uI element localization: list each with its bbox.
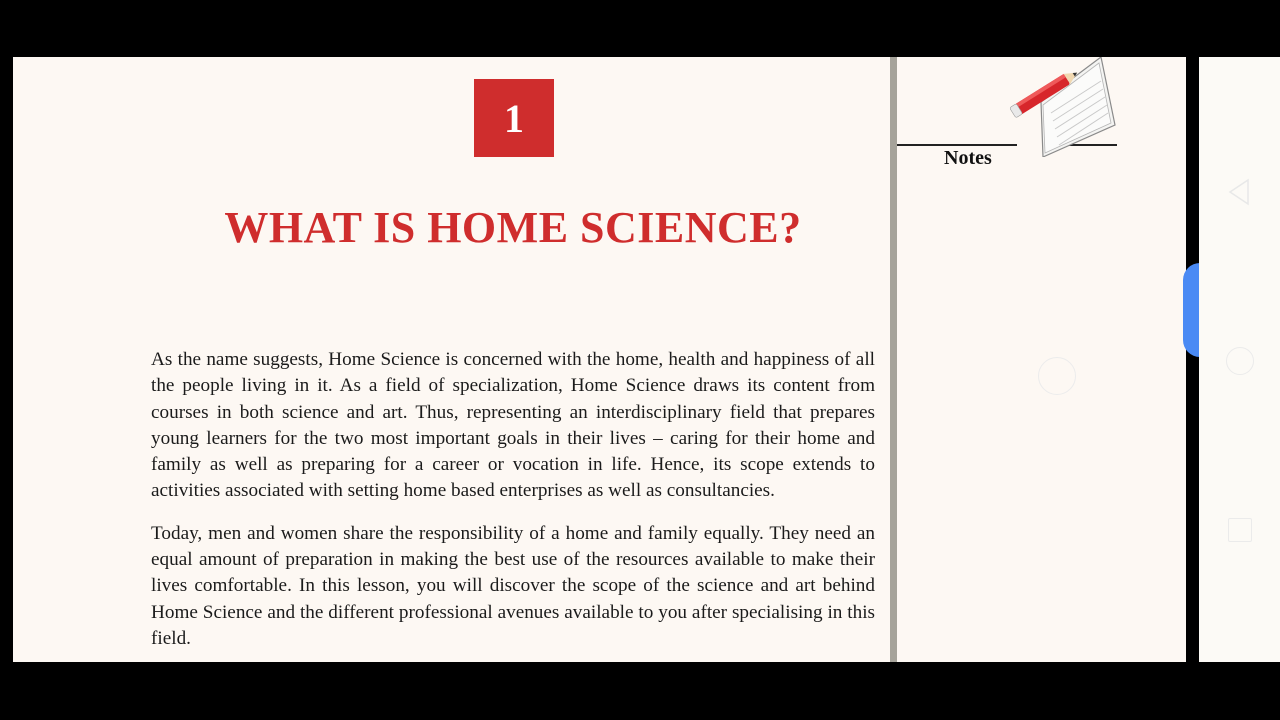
notes-rule-left [897, 144, 1017, 146]
notepad-pencil-icon [1003, 57, 1123, 157]
lesson-body [151, 347, 875, 662]
paragraph-intro: As the name suggests, Home Science is concerned with the home, health and happiness of all the people living in it. As a field of specialization, Home Science draws its content from courses in both science and art. Thus, representing an interdisciplinary field that prepares young learners for the two most important goals in their lives – caring for their home and family as well as preparing for a career or vocation in life. Hence, its scope extends to activities associated with setting home based enterprises as well as consultancies. [151, 349, 875, 502]
chapter-number-badge [474, 79, 554, 157]
square-recent-apps-icon[interactable] [1228, 518, 1252, 542]
scroll-handle[interactable] [1183, 263, 1200, 357]
paragraph-second: Today, men and women share the responsibility of a home and family equally. They need an equal amount of preparation in making the best use of the resources available to make their lives comfortable. In this lesson, you will discover the scope of the science and art behind Home Science and the different professional avenues available to you after specialising in this field. [151, 522, 875, 649]
circle-home-icon[interactable] [1226, 347, 1254, 375]
column-divider [890, 57, 897, 662]
faint-circle-mark [1038, 357, 1076, 395]
triangle-back-icon[interactable] [1226, 177, 1252, 207]
notes-label: Notes [944, 147, 992, 169]
document-page [13, 57, 1186, 662]
chapter-number: 1 [504, 95, 524, 141]
chapter-title: WHAT IS HOME SCIENCE? [224, 203, 802, 252]
